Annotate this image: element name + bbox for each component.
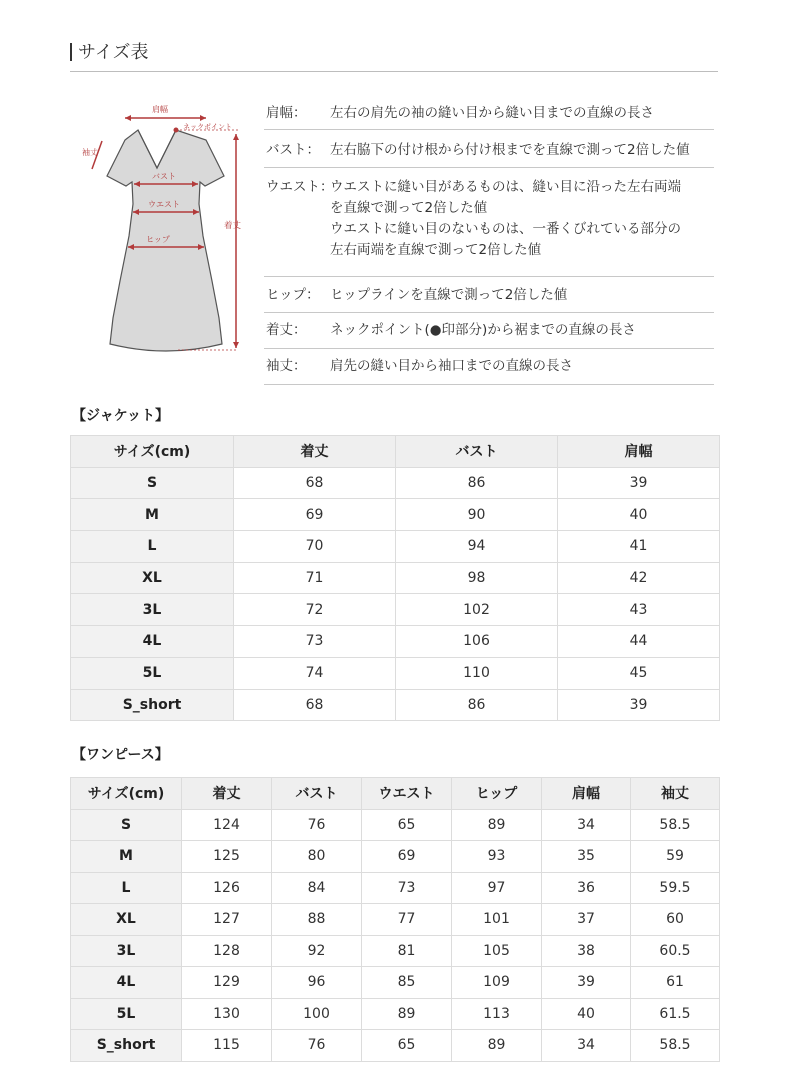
title-bar <box>70 43 72 61</box>
length-arrowhead-top <box>233 134 239 140</box>
value-cell: 96 <box>272 967 362 999</box>
value-cell: 61 <box>631 967 720 999</box>
page-title-text: サイズ表 <box>78 42 149 63</box>
table-row <box>71 998 720 1030</box>
value-cell: 73 <box>234 626 396 658</box>
value-cell: 127 <box>182 904 272 936</box>
neck-point-label: ネックポイント <box>183 123 232 131</box>
column-header: 着丈 <box>182 778 272 810</box>
value-cell: 59.5 <box>631 872 720 904</box>
value-cell: 86 <box>396 689 558 721</box>
definition-desc: 左右脇下の付け根から付け根までを直線で測って2倍した値 <box>330 142 690 158</box>
shoulder-arrowhead-right <box>200 115 206 121</box>
column-header: 肩幅 <box>558 436 720 468</box>
value-cell: 97 <box>452 872 542 904</box>
value-cell: 68 <box>234 467 396 499</box>
value-cell: 125 <box>182 841 272 873</box>
size-cell: M <box>71 841 182 873</box>
waist-label: ウエスト <box>148 200 180 209</box>
value-cell: 89 <box>452 809 542 841</box>
definition-desc: ヒップラインを直線で測って2倍した値 <box>330 287 568 303</box>
bust-label: バスト <box>152 172 176 181</box>
value-cell: 89 <box>452 1030 542 1062</box>
value-cell: 101 <box>452 904 542 936</box>
column-header: 肩幅 <box>542 778 631 810</box>
onepiece-size-table <box>70 777 720 1062</box>
value-cell: 76 <box>272 809 362 841</box>
value-cell: 39 <box>542 967 631 999</box>
value-cell: 89 <box>362 998 452 1030</box>
value-cell: 71 <box>234 562 396 594</box>
size-cell: 3L <box>71 594 234 626</box>
definition-hip <box>264 277 714 313</box>
value-cell: 90 <box>396 499 558 531</box>
value-cell: 44 <box>558 626 720 658</box>
jacket-section-title: 【ジャケット】 <box>72 408 170 424</box>
value-cell: 35 <box>542 841 631 873</box>
value-cell: 129 <box>182 967 272 999</box>
size-cell: 4L <box>71 626 234 658</box>
definition-bust <box>264 130 714 168</box>
value-cell: 60.5 <box>631 935 720 967</box>
table-row <box>71 841 720 873</box>
table-header-row <box>71 436 720 468</box>
size-cell: S_short <box>71 1030 182 1062</box>
length-label: 着丈 <box>224 221 242 231</box>
definition-desc: ウエストに縫い目があるものは、縫い目に沿った左右両端 を直線で測って2倍した値 ウエストに縫い目のないものは、一番くびれている部分の 左右両端を直線で測って2倍した値 <box>330 179 681 258</box>
value-cell: 34 <box>542 809 631 841</box>
value-cell: 69 <box>234 499 396 531</box>
size-cell: 4L <box>71 967 182 999</box>
definition-term: バスト： <box>266 142 320 158</box>
table-row <box>71 904 720 936</box>
jacket-size-table <box>70 435 720 721</box>
value-cell: 85 <box>362 967 452 999</box>
length-arrowhead-bottom <box>233 342 239 348</box>
table-row <box>71 1030 720 1062</box>
value-cell: 37 <box>542 904 631 936</box>
sleeve-label: 袖丈 <box>82 148 98 157</box>
size-cell: XL <box>71 904 182 936</box>
definition-desc: 肩先の縫い目から袖口までの直線の長さ <box>330 358 573 374</box>
value-cell: 60 <box>631 904 720 936</box>
value-cell: 73 <box>362 872 452 904</box>
value-cell: 130 <box>182 998 272 1030</box>
value-cell: 93 <box>452 841 542 873</box>
value-cell: 42 <box>558 562 720 594</box>
table-row <box>71 562 720 594</box>
value-cell: 80 <box>272 841 362 873</box>
value-cell: 77 <box>362 904 452 936</box>
value-cell: 88 <box>272 904 362 936</box>
column-header: バスト <box>272 778 362 810</box>
definition-desc: ネックポイント(●印部分)から裾までの直線の長さ <box>330 322 636 338</box>
value-cell: 105 <box>452 935 542 967</box>
table-row <box>71 935 720 967</box>
value-cell: 58.5 <box>631 1030 720 1062</box>
definition-sleeve <box>264 349 714 385</box>
value-cell: 74 <box>234 657 396 689</box>
size-cell: L <box>71 872 182 904</box>
table-row <box>71 626 720 658</box>
value-cell: 65 <box>362 1030 452 1062</box>
definition-shoulder <box>264 96 714 130</box>
value-cell: 110 <box>396 657 558 689</box>
size-cell: 5L <box>71 998 182 1030</box>
size-cell: M <box>71 499 234 531</box>
value-cell: 76 <box>272 1030 362 1062</box>
value-cell: 128 <box>182 935 272 967</box>
table-header-row <box>71 778 720 810</box>
value-cell: 81 <box>362 935 452 967</box>
table-row <box>71 499 720 531</box>
value-cell: 40 <box>558 499 720 531</box>
size-cell: XL <box>71 562 234 594</box>
table-row <box>71 872 720 904</box>
definition-desc: 左右の肩先の袖の縫い目から縫い目までの直線の長さ <box>330 105 654 121</box>
value-cell: 58.5 <box>631 809 720 841</box>
table-row <box>71 689 720 721</box>
value-cell: 68 <box>234 689 396 721</box>
definition-term: ヒップ： <box>266 287 320 303</box>
hip-label: ヒップ <box>146 235 170 244</box>
value-cell: 38 <box>542 935 631 967</box>
value-cell: 45 <box>558 657 720 689</box>
value-cell: 84 <box>272 872 362 904</box>
column-header: バスト <box>396 436 558 468</box>
definition-term: 袖丈： <box>266 358 307 374</box>
value-cell: 43 <box>558 594 720 626</box>
value-cell: 36 <box>542 872 631 904</box>
table-row <box>71 467 720 499</box>
definitions-list <box>264 96 714 385</box>
shoulder-arrowhead-left <box>125 115 131 121</box>
size-cell: S <box>71 467 234 499</box>
definition-term: 肩幅： <box>266 105 307 121</box>
page-title <box>70 40 718 72</box>
value-cell: 69 <box>362 841 452 873</box>
value-cell: 98 <box>396 562 558 594</box>
column-header: 着丈 <box>234 436 396 468</box>
value-cell: 39 <box>558 467 720 499</box>
definition-waist <box>264 168 714 277</box>
table-row <box>71 657 720 689</box>
size-cell: L <box>71 531 234 563</box>
value-cell: 59 <box>631 841 720 873</box>
value-cell: 106 <box>396 626 558 658</box>
value-cell: 115 <box>182 1030 272 1062</box>
value-cell: 94 <box>396 531 558 563</box>
value-cell: 34 <box>542 1030 631 1062</box>
value-cell: 124 <box>182 809 272 841</box>
value-cell: 40 <box>542 998 631 1030</box>
column-header: サイズ(cm) <box>71 436 234 468</box>
value-cell: 65 <box>362 809 452 841</box>
size-cell: S_short <box>71 689 234 721</box>
table-row <box>71 531 720 563</box>
column-header: ウエスト <box>362 778 452 810</box>
definition-length <box>264 313 714 349</box>
value-cell: 86 <box>396 467 558 499</box>
table-row <box>71 809 720 841</box>
column-header: 袖丈 <box>631 778 720 810</box>
value-cell: 41 <box>558 531 720 563</box>
value-cell: 100 <box>272 998 362 1030</box>
table-row <box>71 967 720 999</box>
value-cell: 61.5 <box>631 998 720 1030</box>
value-cell: 109 <box>452 967 542 999</box>
value-cell: 70 <box>234 531 396 563</box>
definition-term: ウエスト： <box>266 179 334 195</box>
value-cell: 113 <box>452 998 542 1030</box>
table-row <box>71 594 720 626</box>
value-cell: 72 <box>234 594 396 626</box>
column-header: サイズ(cm) <box>71 778 182 810</box>
definition-term: 着丈： <box>266 322 307 338</box>
value-cell: 102 <box>396 594 558 626</box>
size-cell: S <box>71 809 182 841</box>
value-cell: 92 <box>272 935 362 967</box>
shoulder-label: 肩幅 <box>152 105 168 114</box>
onepiece-section-title: 【ワンピース】 <box>72 747 169 763</box>
dress-diagram <box>78 96 253 361</box>
column-header: ヒップ <box>452 778 542 810</box>
size-cell: 3L <box>71 935 182 967</box>
value-cell: 126 <box>182 872 272 904</box>
size-cell: 5L <box>71 657 234 689</box>
value-cell: 39 <box>558 689 720 721</box>
